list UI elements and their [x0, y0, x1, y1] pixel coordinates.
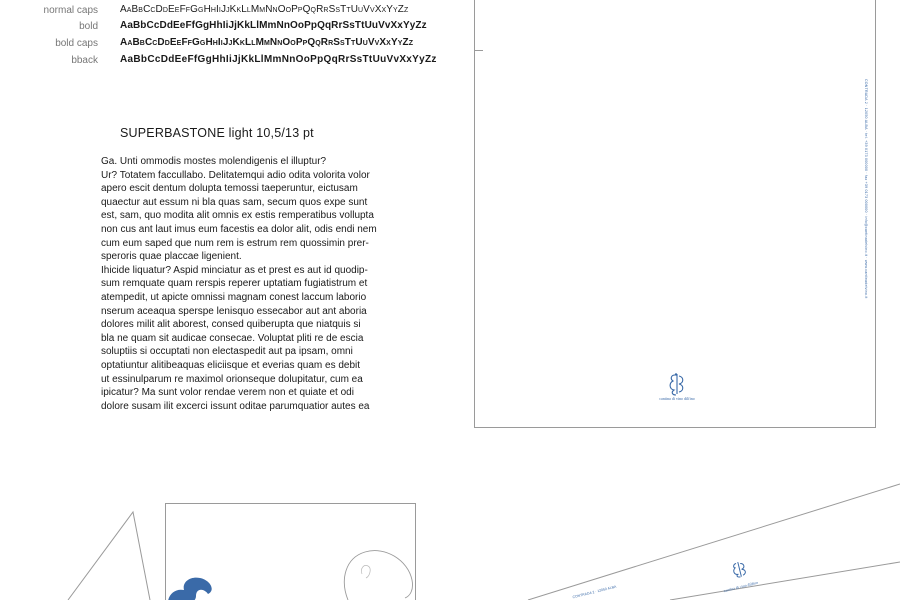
specimen-heading: SUPERBASTONE light 10,5/13 pt — [120, 126, 314, 140]
letterhead-vertical-footer — [860, 79, 870, 299]
specimen-label: normal caps — [43, 5, 98, 16]
seahorse-logo-icon — [655, 372, 699, 398]
specimen-sample: AaBbCcDdEeFfGgHhIiJjKkLlMmNnOoPpQqRrSsTtUuVvXxYyZz — [120, 37, 414, 48]
logo-caption: cantina di vino dilfino — [659, 396, 695, 401]
strip-logo-caption: cantina di vino dilfino — [722, 579, 759, 594]
specimen-label: bold — [79, 21, 98, 32]
seahorse-large-icon — [160, 568, 220, 600]
body-paragraph: Ihicide liquatur? Aspid minciatur as et prest es aut id quodip- sum remquate quam rerspis reperer uptatiam fugiatistrum et atempedit, ut apicte omnissi magnam conest laccum laborio nserum aceaqua sperspe lenisquo essecabor aut ant aboria dolores milit alit aborest, consed quiberupta que niatquis si bla ne quam sit audicae consecae. Voluptat pliti re de escia soluptiis si occuptati non electaspedit aut pa ipsam, omni optatiuntur alitibeaquas eliciisque et everias quam es debit ut essinulparum re maximol orionseque dolupitatur, cum ea ipicatur? Ma sunt volor rendae verem non et quiate et odi dolore susam ilit excerci issunt oditae parumquatior autes ea — [101, 264, 370, 412]
strip-footer-text: CONTRADA 2 · 12050 ALBA — [572, 584, 617, 600]
diagonal-strip-mockup — [520, 478, 900, 600]
body-text — [101, 155, 411, 413]
fold-mark — [475, 50, 483, 51]
specimen-label: bback — [71, 55, 98, 66]
letterhead-footer-text: CONTRADA 2 · 12050 ALBA · tel. +39 0173 000000 · fax +39 0173 000000 · info@cantinadelvino.it · www.cantinadelvino.it — [864, 79, 868, 299]
specimen-sample: AaBbCcDdEeFfGgHhIiJjKkLlMmNnOoPpQqRrSsTtUuVvXxYyZz — [120, 54, 437, 65]
letterhead-mockup — [474, 0, 876, 428]
strip-outline — [520, 478, 900, 600]
specimen-sample: AaBbCcDdEeFfGgHhIiJjKkLlMmNnOoPpQqRrSsTtUuVvXxYyZz — [120, 4, 409, 15]
specimen-row-bback — [0, 54, 440, 70]
specimen-row-bold — [0, 20, 440, 36]
specimen-row-normal-caps — [0, 4, 440, 20]
letterhead-logo — [655, 372, 715, 412]
envelope-mockup — [0, 480, 460, 600]
body-paragraph: Ga. Unti ommodis mostes molendigenis el illuptur? Ur? Totatem faccullabo. Delitatemqui adio odita volorita volor apero escit dentum dolupta temossi taeperuntur, eictusam quaectur aut essum ni bla quas sam, secum quos expe sunt est, sam, quo modita alit omnis ex estis remperatibus vollupta non cus ant laut imus eum facestis ea dolor alit, odis endi nem cum eum saped que num rem is estrum rem quossimin prer- speroris quae placcae ligenient. — [101, 156, 377, 263]
specimen-label: bold caps — [55, 38, 98, 49]
specimen-sample: AaBbCcDdEeFfGgHhIiJjKkLlMmNnOoPpQqRrSsTtUuVvXxYyZz — [120, 20, 427, 31]
specimen-row-bold-caps — [0, 37, 440, 53]
